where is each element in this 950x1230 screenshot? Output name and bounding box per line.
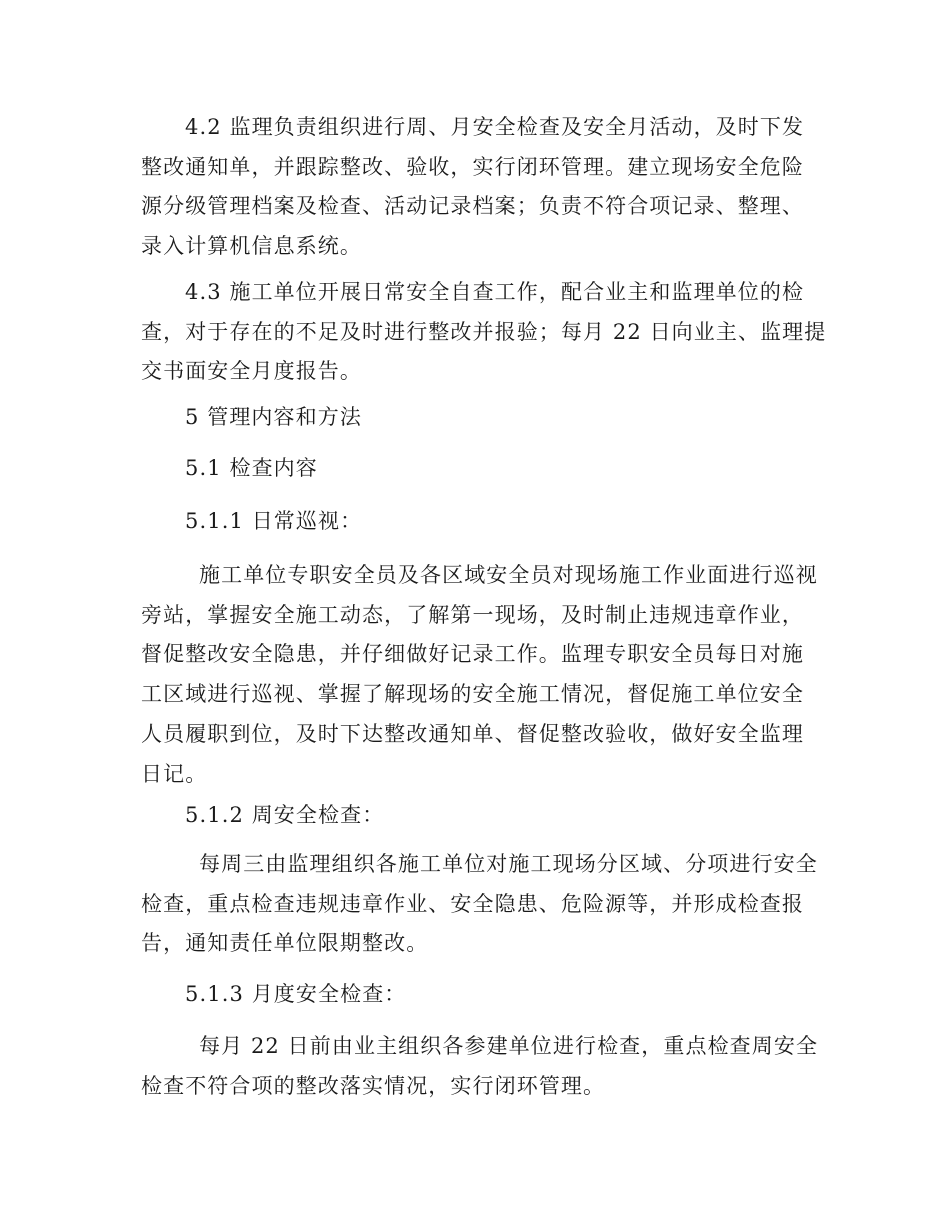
paragraph-line: 每月 22 日前由业主组织各参建单位进行检查，重点检查周安全	[199, 1034, 819, 1058]
paragraph-line: 旁站，掌握安全施工动态，了解第一现场，及时制止违规违章作业，	[141, 602, 804, 627]
paragraph-line: 工区域进行巡视、掌握了解现场的安全施工情况，督促施工单位安全	[141, 682, 804, 707]
paragraph-line: 交书面安全月度报告。	[141, 359, 362, 384]
section-heading-5-1	[141, 449, 811, 489]
paragraph-5-1-2	[141, 845, 818, 964]
section-heading-5-1-2	[141, 796, 811, 836]
heading-text: 5 管理内容和方法	[185, 405, 362, 429]
section-heading-5-1-1	[141, 502, 811, 542]
section-heading-5	[141, 398, 811, 438]
heading-text: 5.1.3 月度安全检查：	[185, 982, 407, 1006]
heading-text: 5.1 检查内容	[185, 456, 318, 480]
heading-text: 5.1.2 周安全检查：	[185, 803, 385, 827]
heading-text: 5.1.1 日常巡视：	[185, 509, 363, 533]
paragraph-line: 源分级管理档案及检查、活动记录档案；负责不符合项记录、整理、	[141, 194, 804, 219]
paragraph-line: 整改通知单，并跟踪整改、验收，实行闭环管理。建立现场安全危险	[141, 154, 804, 179]
paragraph-line: 施工单位专职安全员及各区域安全员对现场施工作业面进行巡视	[199, 563, 818, 587]
paragraph-line: 查，对于存在的不足及时进行整改并报验；每月 22 日向业主、监理提	[141, 319, 827, 344]
paragraph-line: 4.2 监理负责组织进行周、月安全检查及安全月活动，及时下发	[185, 115, 805, 139]
paragraph-line: 督促整改安全隐患，并仔细做好记录工作。监理专职安全员每日对施	[141, 642, 804, 667]
paragraph-line: 4.3 施工单位开展日常安全自查工作，配合业主和监理单位的检	[185, 280, 805, 304]
paragraph-line: 日记。	[141, 761, 208, 786]
paragraph-line: 检查不符合项的整改落实情况，实行闭环管理。	[141, 1073, 606, 1098]
paragraph-5-1-1	[141, 556, 818, 794]
paragraph-5-1-3	[141, 1027, 819, 1106]
paragraph-line: 人员履职到位，及时下达整改通知单、督促整改验收，做好安全监理	[141, 721, 804, 746]
paragraph-line: 每周三由监理组织各施工单位对施工现场分区域、分项进行安全	[199, 852, 818, 876]
paragraph-line: 录入计算机信息系统。	[141, 234, 362, 259]
paragraph-line: 告，通知责任单位限期整改。	[141, 931, 429, 956]
paragraph-line: 检查，重点检查违规违章作业、安全隐患、危险源等，并形成检查报	[141, 891, 804, 916]
paragraph-4-3	[141, 273, 827, 392]
paragraph-4-2	[141, 108, 811, 267]
section-heading-5-1-3	[141, 975, 811, 1015]
